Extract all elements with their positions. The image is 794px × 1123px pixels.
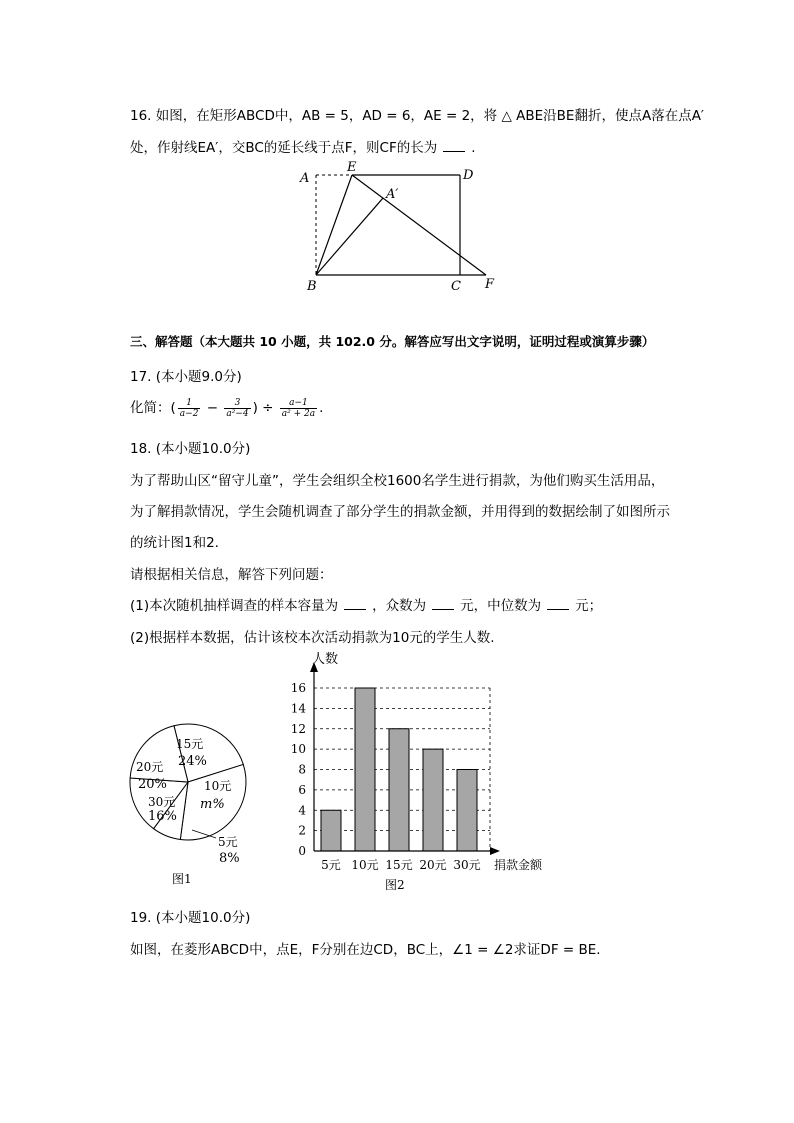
q17-expression (130, 396, 323, 419)
x-tick-label: 5元 (321, 858, 341, 872)
q16-line2-text: 处，作射线EA′，交BC的延长线于点F，则CF的长为 (130, 140, 438, 156)
q17-end: . (319, 400, 324, 416)
label-C: C (451, 279, 461, 294)
y-tick-label: 6 (298, 782, 306, 797)
y-tick-label: 14 (290, 701, 306, 716)
y-tick-label: 12 (290, 721, 306, 736)
q18-s1-c: 元，中位数为 (460, 598, 542, 614)
pie-value-30: 16% (148, 809, 177, 824)
fraction-3-den: a² + 2a (281, 408, 316, 419)
q18-subq1 (130, 594, 602, 614)
y-tick-label: 10 (290, 742, 306, 757)
section-3-heading: 三、解答题（本大题共 10 小题，共 102.0 分。解答应写出文字说明，证明过程或演算步骤） (130, 334, 655, 349)
y-tick-label: 0 (298, 844, 306, 858)
q18-s1-d: 元； (575, 598, 603, 614)
answer-blank (432, 597, 454, 610)
y-tick-label: 2 (298, 823, 306, 838)
fraction-1-den: a−2 (179, 408, 199, 419)
q17-div: ) ÷ (252, 400, 278, 416)
q18-s1-a: (1)本次随机抽样调查的样本容量为 (130, 598, 339, 614)
fraction-2-den: a²−4 (226, 408, 249, 419)
pie-label-10: 10元 (204, 779, 232, 793)
pie-value-5: 8% (219, 851, 240, 866)
q18-subq2: (2)根据样本数据，估计该校本次活动捐款为10元的学生人数. (130, 630, 495, 646)
fraction-2-num: 3 (224, 398, 250, 409)
segment-BA-prime (316, 198, 383, 275)
bar-xticks (321, 858, 480, 872)
y-axis-label: 人数 (312, 652, 339, 667)
x-tick-label: 15元 (385, 858, 413, 872)
q18-p4: 请根据相关信息，解答下列问题： (130, 567, 333, 583)
q18-p1: 为了帮助山区“留守儿童”，学生会组织全校1600名学生进行捐款，为他们购买生活用品， (130, 473, 665, 489)
x-tick-label: 30元 (453, 858, 481, 872)
label-D: D (463, 168, 474, 183)
fraction-3-num: a−1 (280, 398, 317, 409)
q17-prefix: 化简：( (130, 400, 176, 416)
pie-label-5: 5元 (218, 835, 238, 849)
pie-label-20: 20元 (136, 760, 164, 774)
bar-30元 (457, 770, 477, 852)
label-F: F (485, 277, 495, 292)
bar-20元 (423, 749, 443, 851)
q18-p2: 为了解捐款情况，学生会随机调查了部分学生的捐款金额，并用得到的数据绘制了如图所示 (130, 504, 670, 520)
x-tick-label: 20元 (419, 858, 447, 872)
fraction-1-num: 1 (178, 398, 201, 409)
pie-value-20: 20% (138, 777, 167, 792)
q16-line2-end: . (471, 140, 476, 156)
label-A-prime: A′ (386, 187, 399, 202)
q17-minus: − (202, 400, 223, 416)
q19-text: 如图，在菱形ABCD中，点E，F分别在边CD，BC上，∠1 = ∠2求证DF = BE. (130, 942, 601, 958)
y-tick-label: 4 (298, 803, 306, 818)
x-axis-label: 捐款金额 (494, 858, 543, 872)
pie-label-30: 30元 (148, 795, 176, 809)
pie-value-10: m% (200, 797, 225, 812)
fraction-1 (178, 398, 201, 419)
y-tick-label: 8 (298, 762, 306, 777)
y-tick-label: 16 (290, 681, 306, 695)
ray-EF (352, 175, 486, 275)
bar-yticks (291, 681, 307, 858)
x-tick-label: 10元 (351, 858, 379, 872)
rectangle-figure (290, 160, 510, 295)
bar-10元 (355, 688, 375, 851)
q16-line2 (130, 136, 476, 156)
answer-blank (547, 597, 569, 610)
fraction-2 (224, 398, 250, 419)
q18-title: 18. (本小题10.0分) (130, 441, 251, 457)
bar-chart (280, 648, 570, 896)
x-axis-arrow (490, 847, 500, 855)
segment-BE (316, 175, 352, 275)
label-A: A (300, 171, 310, 186)
q18-p3: 的统计图1和2. (130, 535, 219, 551)
label-E: E (347, 160, 357, 175)
q19-title: 19. (本小题10.0分) (130, 910, 251, 926)
q16-line1: 16. 如图，在矩形ABCD中，AB = 5，AD = 6，AE = 2，将 △ ABE沿BE翻折，使点A落在点A′ (130, 108, 704, 124)
pie-caption: 图1 (172, 872, 192, 886)
bar-caption: 图2 (385, 878, 405, 892)
pie-label-15: 15元 (176, 737, 204, 751)
q17-title: 17. (本小题9.0分) (130, 369, 242, 385)
q18-s1-b: ，众数为 (372, 598, 427, 614)
answer-blank (344, 597, 366, 610)
bar-5元 (321, 810, 341, 851)
pie-value-15: 24% (178, 754, 207, 769)
fraction-3 (280, 398, 317, 419)
answer-blank (443, 139, 465, 152)
pie-chart (120, 720, 270, 890)
label-B: B (307, 279, 317, 294)
bar-15元 (389, 729, 409, 851)
